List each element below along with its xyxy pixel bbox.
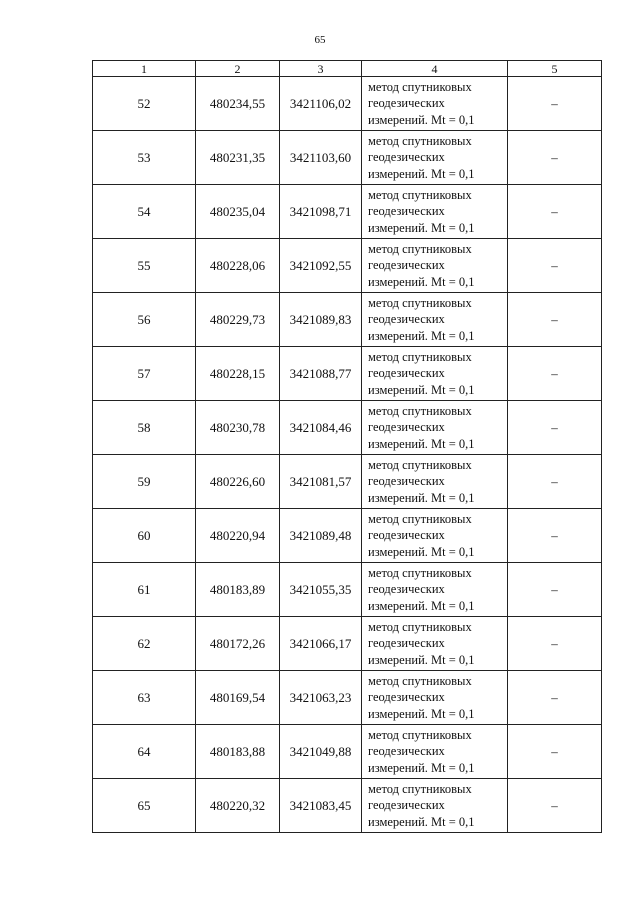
point-number-cell: 61 bbox=[93, 563, 196, 617]
method-line: метод спутниковых bbox=[368, 781, 472, 796]
method-line: метод спутниковых bbox=[368, 187, 472, 202]
method-line: метод спутниковых bbox=[368, 727, 472, 742]
method-cell bbox=[362, 185, 508, 239]
point-number-cell: 52 bbox=[93, 77, 196, 131]
y-coordinate-cell: 3421055,35 bbox=[280, 563, 362, 617]
method-line: геодезических bbox=[368, 258, 445, 273]
x-coordinate-cell: 480229,73 bbox=[196, 293, 280, 347]
point-number-cell: 56 bbox=[93, 293, 196, 347]
point-number-cell: 63 bbox=[93, 671, 196, 725]
point-number-cell: 60 bbox=[93, 509, 196, 563]
table-row bbox=[93, 185, 602, 239]
method-line: геодезических bbox=[368, 312, 445, 327]
method-line: измерений. Mt = 0,1 bbox=[368, 112, 475, 127]
y-coordinate-cell: 3421084,46 bbox=[280, 401, 362, 455]
column-header-4: 4 bbox=[362, 61, 508, 77]
x-coordinate-cell: 480228,06 bbox=[196, 239, 280, 293]
method-cell bbox=[362, 131, 508, 185]
coordinates-table bbox=[92, 60, 602, 833]
method-cell bbox=[362, 77, 508, 131]
note-cell: – bbox=[508, 671, 602, 725]
column-header-5: 5 bbox=[508, 61, 602, 77]
method-line: метод спутниковых bbox=[368, 241, 472, 256]
method-line: геодезических bbox=[368, 150, 445, 165]
method-line: измерений. Mt = 0,1 bbox=[368, 328, 475, 343]
x-coordinate-cell: 480235,04 bbox=[196, 185, 280, 239]
method-cell bbox=[362, 239, 508, 293]
note-cell: – bbox=[508, 617, 602, 671]
method-line: геодезических bbox=[368, 204, 445, 219]
column-header-3: 3 bbox=[280, 61, 362, 77]
x-coordinate-cell: 480169,54 bbox=[196, 671, 280, 725]
y-coordinate-cell: 3421063,23 bbox=[280, 671, 362, 725]
method-line: геодезических bbox=[368, 690, 445, 705]
x-coordinate-cell: 480230,78 bbox=[196, 401, 280, 455]
method-cell bbox=[362, 671, 508, 725]
method-line: метод спутниковых bbox=[368, 565, 472, 580]
x-coordinate-cell: 480226,60 bbox=[196, 455, 280, 509]
note-cell: – bbox=[508, 347, 602, 401]
x-coordinate-cell: 480228,15 bbox=[196, 347, 280, 401]
method-line: измерений. Mt = 0,1 bbox=[368, 598, 475, 613]
x-coordinate-cell: 480172,26 bbox=[196, 617, 280, 671]
table-row bbox=[93, 779, 602, 833]
method-cell bbox=[362, 455, 508, 509]
y-coordinate-cell: 3421083,45 bbox=[280, 779, 362, 833]
table-row bbox=[93, 509, 602, 563]
table-body bbox=[93, 77, 602, 833]
method-cell bbox=[362, 293, 508, 347]
method-line: геодезических bbox=[368, 798, 445, 813]
point-number-cell: 65 bbox=[93, 779, 196, 833]
note-cell: – bbox=[508, 563, 602, 617]
method-line: измерений. Mt = 0,1 bbox=[368, 544, 475, 559]
note-cell: – bbox=[508, 239, 602, 293]
note-cell: – bbox=[508, 293, 602, 347]
method-line: геодезических bbox=[368, 96, 445, 111]
method-line: метод спутниковых bbox=[368, 349, 472, 364]
method-line: метод спутниковых bbox=[368, 457, 472, 472]
method-line: геодезических bbox=[368, 528, 445, 543]
note-cell: – bbox=[508, 509, 602, 563]
x-coordinate-cell: 480234,55 bbox=[196, 77, 280, 131]
point-number-cell: 57 bbox=[93, 347, 196, 401]
x-coordinate-cell: 480231,35 bbox=[196, 131, 280, 185]
method-cell bbox=[362, 401, 508, 455]
table-row bbox=[93, 563, 602, 617]
method-line: измерений. Mt = 0,1 bbox=[368, 436, 475, 451]
y-coordinate-cell: 3421089,48 bbox=[280, 509, 362, 563]
method-line: метод спутниковых bbox=[368, 133, 472, 148]
method-line: измерений. Mt = 0,1 bbox=[368, 652, 475, 667]
point-number-cell: 62 bbox=[93, 617, 196, 671]
note-cell: – bbox=[508, 185, 602, 239]
method-cell bbox=[362, 725, 508, 779]
point-number-cell: 54 bbox=[93, 185, 196, 239]
x-coordinate-cell: 480220,32 bbox=[196, 779, 280, 833]
method-line: измерений. Mt = 0,1 bbox=[368, 274, 475, 289]
y-coordinate-cell: 3421106,02 bbox=[280, 77, 362, 131]
table-row bbox=[93, 671, 602, 725]
note-cell: – bbox=[508, 77, 602, 131]
y-coordinate-cell: 3421049,88 bbox=[280, 725, 362, 779]
x-coordinate-cell: 480220,94 bbox=[196, 509, 280, 563]
method-line: геодезических bbox=[368, 420, 445, 435]
y-coordinate-cell: 3421066,17 bbox=[280, 617, 362, 671]
y-coordinate-cell: 3421098,71 bbox=[280, 185, 362, 239]
method-line: метод спутниковых bbox=[368, 511, 472, 526]
method-line: измерений. Mt = 0,1 bbox=[368, 166, 475, 181]
note-cell: – bbox=[508, 131, 602, 185]
table-row bbox=[93, 725, 602, 779]
method-line: геодезических bbox=[368, 474, 445, 489]
note-cell: – bbox=[508, 779, 602, 833]
table-row bbox=[93, 77, 602, 131]
method-cell bbox=[362, 779, 508, 833]
note-cell: – bbox=[508, 401, 602, 455]
method-line: геодезических bbox=[368, 366, 445, 381]
table-row bbox=[93, 239, 602, 293]
method-line: метод спутниковых bbox=[368, 673, 472, 688]
method-line: измерений. Mt = 0,1 bbox=[368, 814, 475, 829]
method-cell bbox=[362, 617, 508, 671]
column-header-1: 1 bbox=[93, 61, 196, 77]
table-row bbox=[93, 401, 602, 455]
method-cell bbox=[362, 509, 508, 563]
method-line: измерений. Mt = 0,1 bbox=[368, 220, 475, 235]
method-line: геодезических bbox=[368, 636, 445, 651]
method-line: измерений. Mt = 0,1 bbox=[368, 490, 475, 505]
point-number-cell: 53 bbox=[93, 131, 196, 185]
table-row bbox=[93, 293, 602, 347]
method-line: геодезических bbox=[368, 744, 445, 759]
method-line: измерений. Mt = 0,1 bbox=[368, 760, 475, 775]
x-coordinate-cell: 480183,89 bbox=[196, 563, 280, 617]
y-coordinate-cell: 3421089,83 bbox=[280, 293, 362, 347]
method-line: измерений. Mt = 0,1 bbox=[368, 706, 475, 721]
method-line: метод спутниковых bbox=[368, 79, 472, 94]
note-cell: – bbox=[508, 455, 602, 509]
note-cell: – bbox=[508, 725, 602, 779]
y-coordinate-cell: 3421081,57 bbox=[280, 455, 362, 509]
y-coordinate-cell: 3421103,60 bbox=[280, 131, 362, 185]
column-header-2: 2 bbox=[196, 61, 280, 77]
point-number-cell: 58 bbox=[93, 401, 196, 455]
method-line: метод спутниковых bbox=[368, 403, 472, 418]
table-header-row bbox=[93, 61, 602, 77]
point-number-cell: 59 bbox=[93, 455, 196, 509]
point-number-cell: 55 bbox=[93, 239, 196, 293]
table-row bbox=[93, 347, 602, 401]
method-line: метод спутниковых bbox=[368, 619, 472, 634]
table-row bbox=[93, 617, 602, 671]
point-number-cell: 64 bbox=[93, 725, 196, 779]
method-line: измерений. Mt = 0,1 bbox=[368, 382, 475, 397]
page-number: 65 bbox=[314, 34, 326, 46]
method-cell bbox=[362, 347, 508, 401]
table-row bbox=[93, 131, 602, 185]
method-line: геодезических bbox=[368, 582, 445, 597]
method-cell bbox=[362, 563, 508, 617]
table-row bbox=[93, 455, 602, 509]
y-coordinate-cell: 3421092,55 bbox=[280, 239, 362, 293]
method-line: метод спутниковых bbox=[368, 295, 472, 310]
y-coordinate-cell: 3421088,77 bbox=[280, 347, 362, 401]
x-coordinate-cell: 480183,88 bbox=[196, 725, 280, 779]
